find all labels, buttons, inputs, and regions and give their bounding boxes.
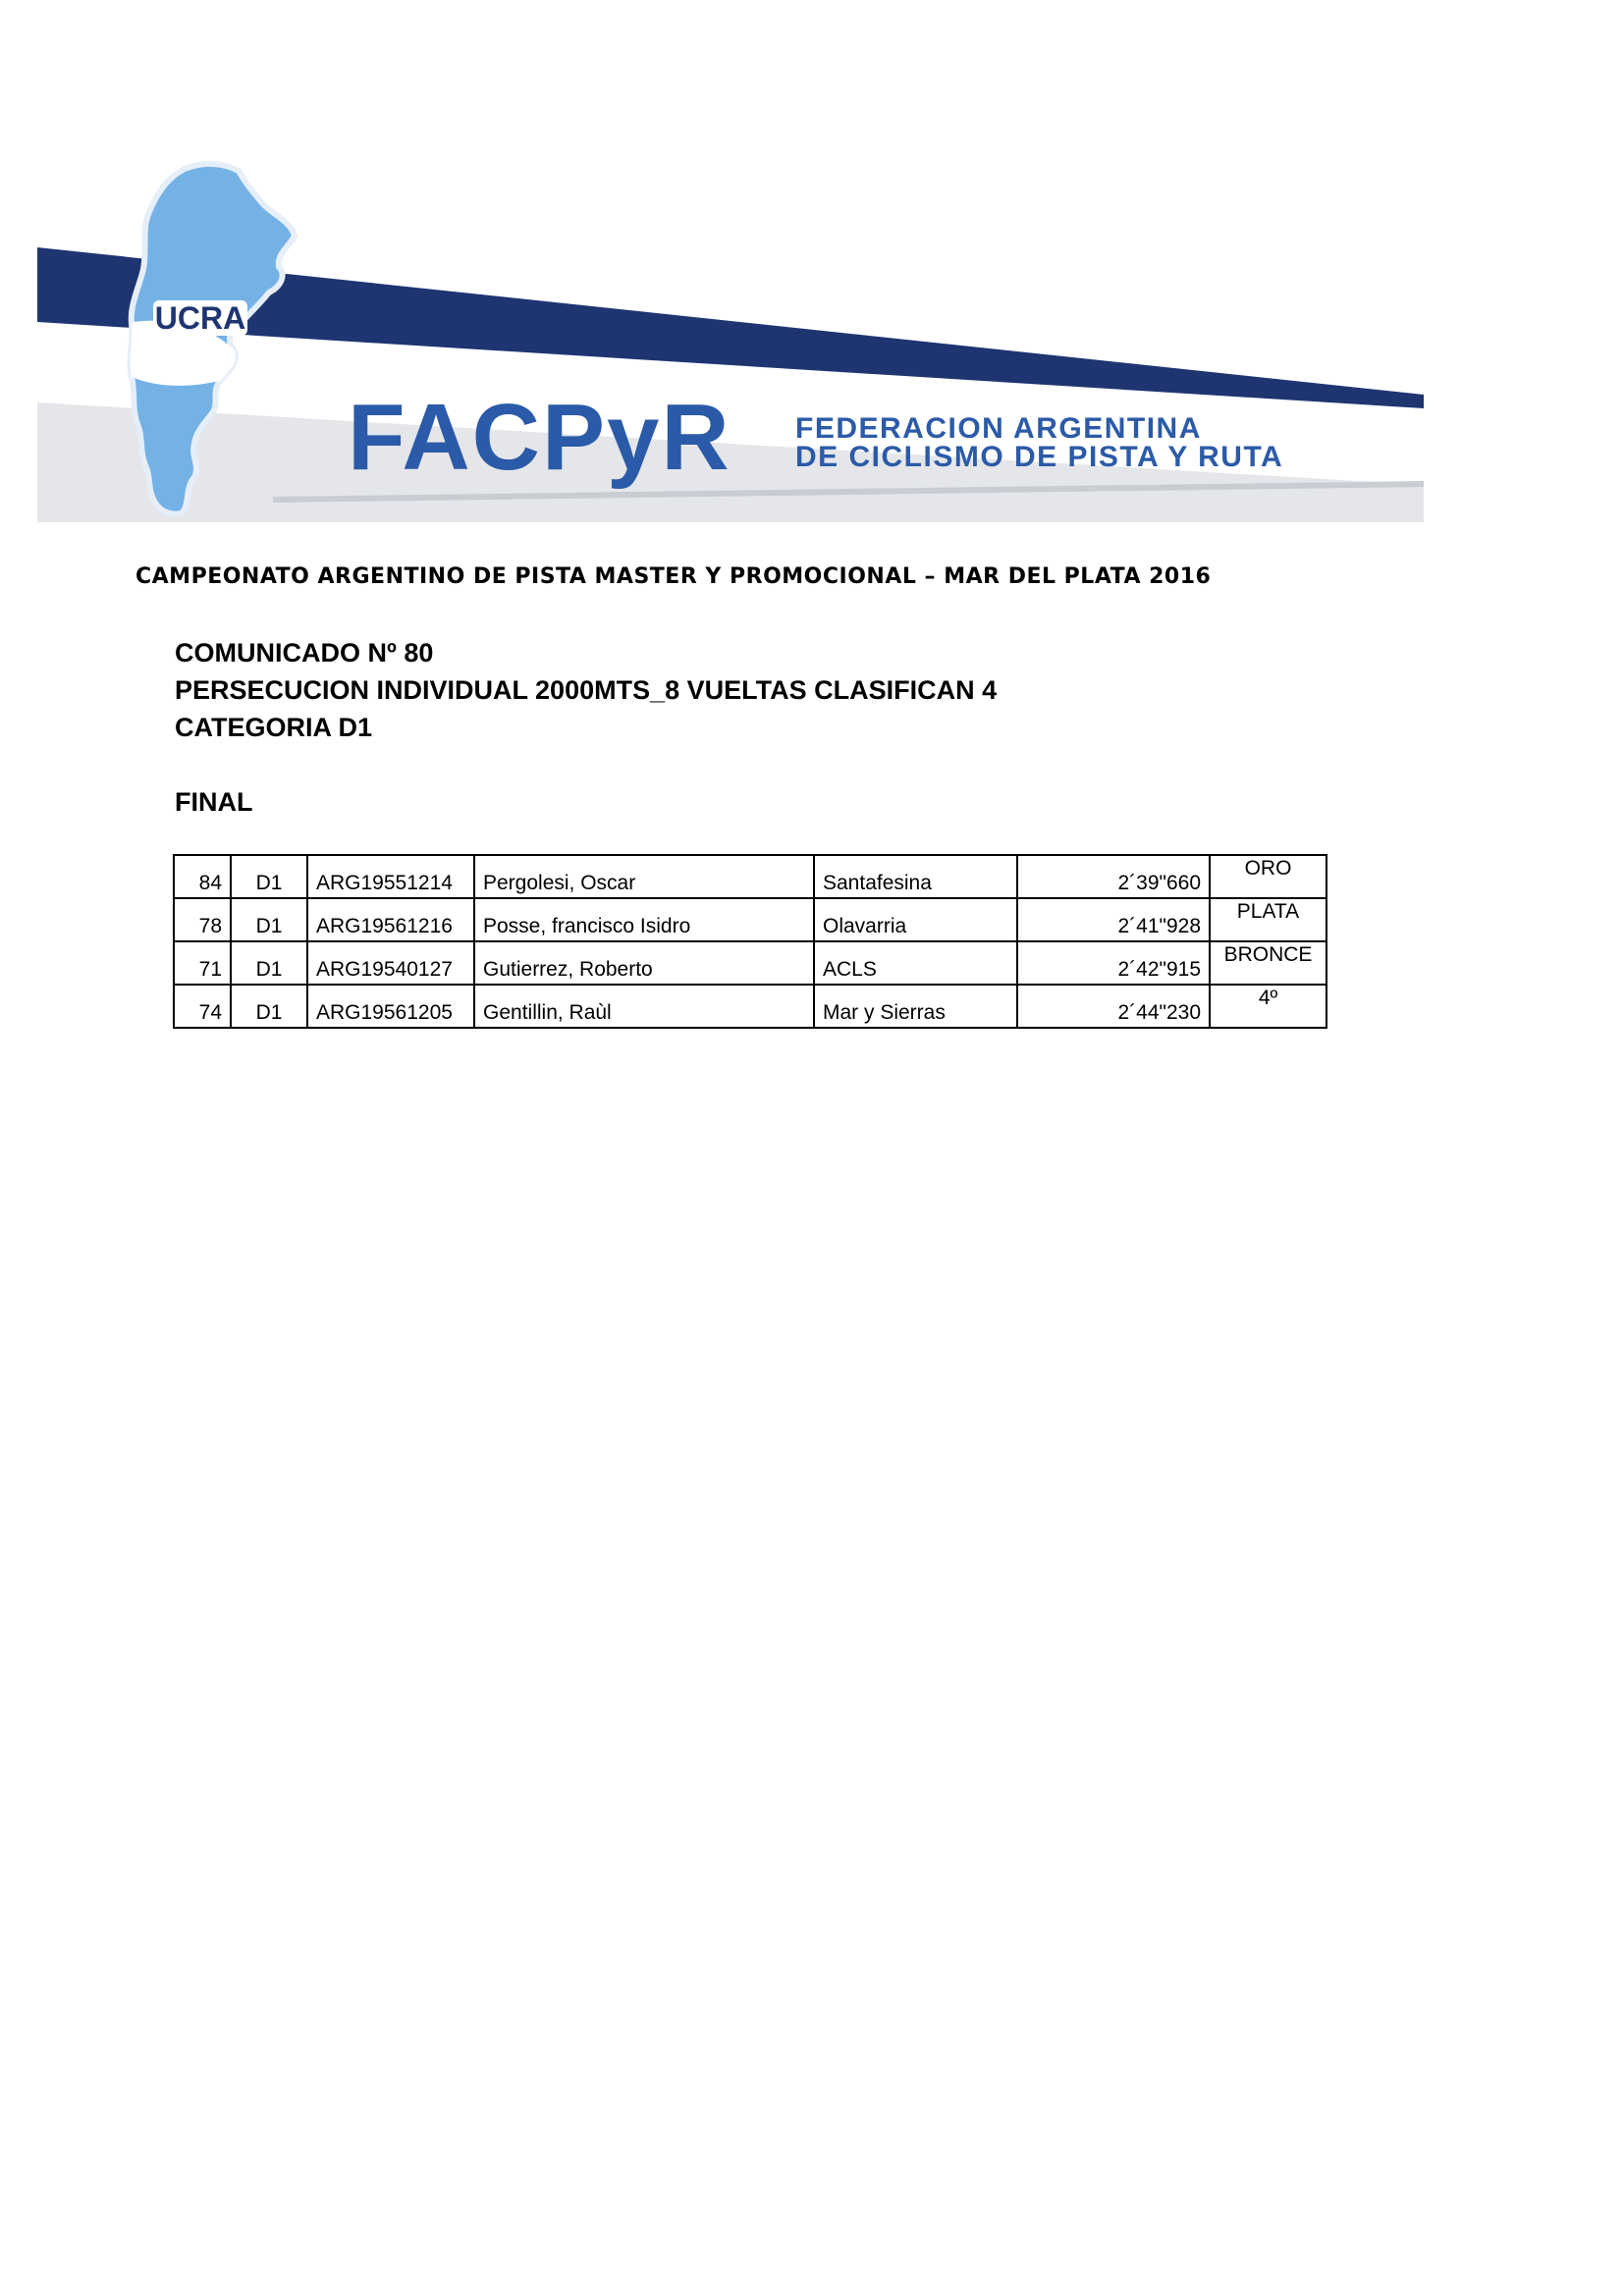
- rider-place: ORO: [1210, 855, 1326, 898]
- rider-category: D1: [231, 985, 307, 1028]
- logo-name-line2: DE CICLISMO DE PISTA Y RUTA: [795, 441, 1284, 473]
- rider-category: D1: [231, 941, 307, 985]
- rider-team: Olavarria: [814, 898, 1017, 941]
- table-row: [174, 898, 1326, 941]
- results-table: [173, 854, 1327, 1029]
- ucra-badge-text: UCRA: [154, 300, 246, 336]
- table-row: [174, 985, 1326, 1028]
- rider-place: 4º: [1210, 985, 1326, 1028]
- rider-team: Mar y Sierras: [814, 985, 1017, 1028]
- rider-uci-id: ARG19561205: [307, 985, 474, 1028]
- rider-time: 2´41"928: [1017, 898, 1210, 941]
- rider-number: 71: [174, 941, 231, 985]
- rider-number: 78: [174, 898, 231, 941]
- rider-time: 2´42"915: [1017, 941, 1210, 985]
- rider-time: 2´39"660: [1017, 855, 1210, 898]
- rider-name: Gentillin, Raùl: [474, 985, 814, 1028]
- rider-place: BRONCE: [1210, 941, 1326, 985]
- rider-uci-id: ARG19561216: [307, 898, 474, 941]
- rider-team: Santafesina: [814, 855, 1017, 898]
- table-row: [174, 855, 1326, 898]
- rider-name: Pergolesi, Oscar: [474, 855, 814, 898]
- round-title: FINAL: [175, 787, 253, 817]
- table-row: [174, 941, 1326, 985]
- championship-title: CAMPEONATO ARGENTINO DE PISTA MASTER Y PROMOCIONAL – MAR DEL PLATA 2016: [135, 564, 1212, 589]
- rider-category: D1: [231, 898, 307, 941]
- rider-time: 2´44"230: [1017, 985, 1210, 1028]
- rider-uci-id: ARG19551214: [307, 855, 474, 898]
- rider-number: 84: [174, 855, 231, 898]
- rider-name: Gutierrez, Roberto: [474, 941, 814, 985]
- communique-number: COMUNICADO Nº 80: [175, 638, 434, 667]
- category-title: CATEGORIA D1: [175, 713, 373, 742]
- rider-name: Posse, francisco Isidro: [474, 898, 814, 941]
- logo-name-line1: FEDERACION ARGENTINA: [795, 412, 1202, 445]
- logo-acronym: FACPyR: [348, 385, 731, 490]
- federation-banner: [37, 157, 1424, 522]
- rider-uci-id: ARG19540127: [307, 941, 474, 985]
- rider-place: PLATA: [1210, 898, 1326, 941]
- rider-number: 74: [174, 985, 231, 1028]
- rider-category: D1: [231, 855, 307, 898]
- banner-graphic: [37, 157, 1424, 522]
- rider-team: ACLS: [814, 941, 1017, 985]
- event-title: PERSECUCION INDIVIDUAL 2000MTS_8 VUELTAS CLASIFICAN 4: [175, 675, 998, 705]
